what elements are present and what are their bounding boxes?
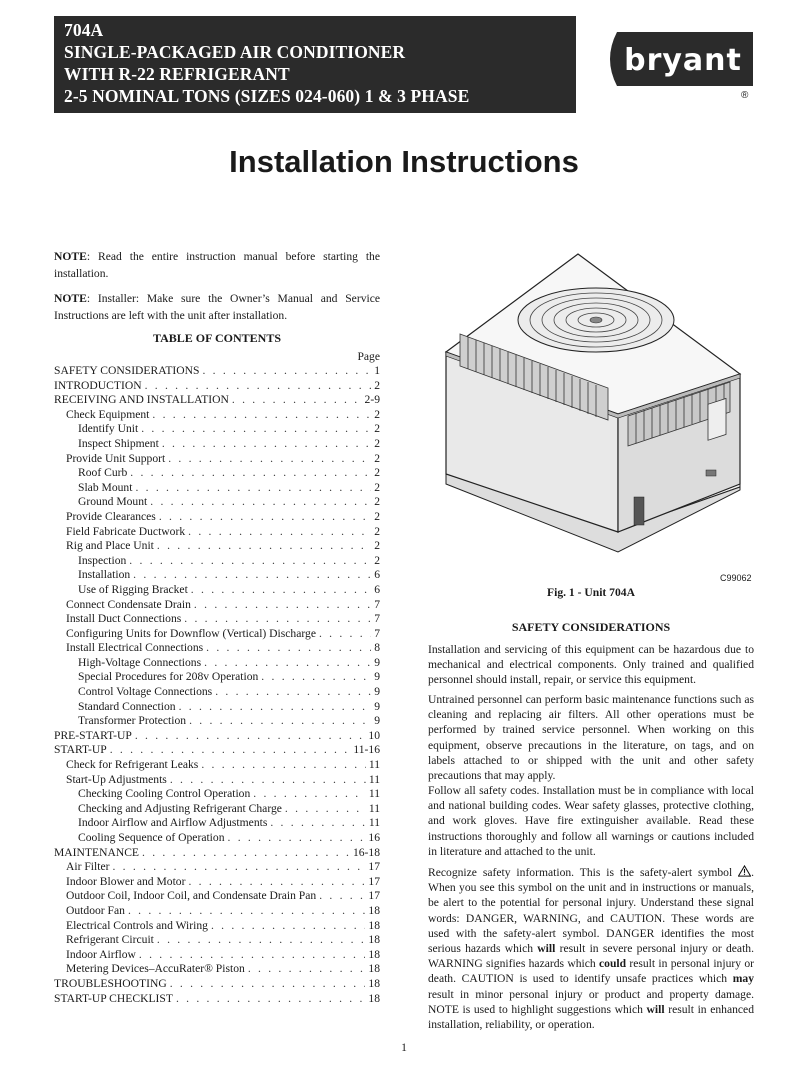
toc-row bbox=[54, 743, 380, 758]
note-1-label: NOTE bbox=[54, 250, 87, 263]
toc-entry-label: MAINTENANCE bbox=[54, 845, 140, 859]
toc-entry-label: Cooling Sequence of Operation bbox=[78, 831, 225, 844]
toc-row bbox=[54, 554, 380, 569]
toc-entry-page: 9 bbox=[374, 670, 380, 684]
toc-entry-page: 18 bbox=[368, 991, 380, 1005]
toc-page-label: Page bbox=[357, 350, 380, 363]
toc-entry-page: 2 bbox=[374, 466, 380, 480]
toc-entry-page: 6 bbox=[374, 568, 380, 582]
toc-entry-label: Installation bbox=[78, 568, 131, 582]
toc-entry-label: Control Voltage Connections bbox=[78, 685, 213, 699]
toc-entry-page: 2 bbox=[374, 509, 380, 523]
toc-leader-dots bbox=[150, 495, 371, 510]
toc-row bbox=[54, 904, 380, 919]
toc-entry-label: Outdoor Coil, Indoor Coil, and Condensate Drain Pan bbox=[66, 889, 317, 903]
svg-text:bryant: bryant bbox=[624, 43, 742, 78]
toc-entry-label: Provide Clearances bbox=[66, 509, 156, 523]
toc-entry-label: START-UP bbox=[54, 743, 107, 757]
toc-leader-dots bbox=[202, 364, 371, 379]
product-line-3: 2-5 NOMINAL TONS (SIZES 024-060) 1 & 3 PHASE bbox=[64, 86, 470, 106]
toc-entry-page: 18 bbox=[368, 962, 380, 976]
toc-leader-dots bbox=[142, 846, 350, 861]
toc-entry-page: 2 bbox=[374, 436, 380, 450]
toc-entry-page: 9 bbox=[374, 699, 380, 713]
bryant-logo bbox=[603, 28, 753, 90]
toc-entry-label: PRE-START-UP bbox=[54, 728, 132, 742]
toc-entry-page: 2 bbox=[374, 378, 380, 392]
toc-row bbox=[54, 452, 380, 467]
toc-leader-dots bbox=[157, 539, 371, 554]
toc-leader-dots bbox=[159, 510, 371, 525]
toc-row bbox=[54, 495, 380, 510]
toc-entry-page: 11 bbox=[368, 816, 380, 830]
toc-entry-page: 11 bbox=[368, 787, 380, 801]
toc-entry-page: 2 bbox=[374, 422, 380, 436]
toc-row bbox=[54, 583, 380, 598]
toc-leader-dots bbox=[135, 481, 371, 496]
toc-row bbox=[54, 992, 380, 1007]
toc-leader-dots bbox=[145, 379, 372, 394]
toc-row bbox=[54, 393, 380, 408]
toc-leader-dots bbox=[270, 816, 365, 831]
toc-leader-dots bbox=[152, 408, 371, 423]
toc-entry-page: 10 bbox=[368, 728, 380, 742]
toc-entry-label: Checking Cooling Control Operation bbox=[78, 787, 251, 801]
toc-leader-dots bbox=[319, 889, 365, 904]
note-1-text: : Read the entire instruction manual before starting the installation. bbox=[54, 250, 380, 280]
toc-entry-label: TROUBLESHOOTING bbox=[54, 976, 167, 990]
toc-entry-label: Outdoor Fan bbox=[66, 903, 125, 917]
toc-entry-label: Install Duct Connections bbox=[66, 612, 182, 626]
toc-entry-page: 16-18 bbox=[352, 845, 380, 859]
toc-entry-page: 2 bbox=[374, 495, 380, 509]
safety-p4-e: result in minor personal injury or product and property damage. NOTE is used to highlight suggestions which bbox=[428, 987, 754, 1016]
toc-row bbox=[54, 612, 380, 627]
toc-entry-label: Transformer Protection bbox=[78, 714, 187, 728]
note-2 bbox=[54, 291, 380, 324]
toc-entry-label: Roof Curb bbox=[78, 466, 128, 480]
toc-row bbox=[54, 846, 380, 861]
toc-entry-label: Indoor Airflow bbox=[66, 947, 136, 961]
safety-p4-c: result in severe personal injury or death. WARNING signifies hazards which bbox=[428, 942, 754, 971]
toc-entry-label: Inspection bbox=[78, 553, 127, 567]
toc-leader-dots bbox=[188, 875, 365, 890]
toc-leader-dots bbox=[130, 466, 371, 481]
toc-leader-dots bbox=[168, 452, 371, 467]
toc-row bbox=[54, 875, 380, 890]
toc-row bbox=[54, 919, 380, 934]
table-of-contents bbox=[54, 364, 380, 1006]
toc-row bbox=[54, 422, 380, 437]
toc-leader-dots bbox=[189, 714, 371, 729]
toc-entry-label: Special Procedures for 208v Operation bbox=[78, 670, 259, 684]
toc-leader-dots bbox=[188, 525, 371, 540]
toc-leader-dots bbox=[206, 641, 371, 656]
safety-paragraph-4 bbox=[428, 865, 754, 1032]
toc-entry-page: 11-16 bbox=[353, 743, 380, 757]
figure-caption: Fig. 1 - Unit 704A bbox=[547, 586, 635, 599]
toc-row bbox=[54, 656, 380, 671]
safety-p4-d: result in personal injury or death. CAUTION is used to identify unsafe practices which bbox=[428, 957, 754, 986]
toc-row bbox=[54, 568, 380, 583]
product-line-2: WITH R-22 REFRIGERANT bbox=[64, 64, 290, 84]
toc-entry-label: INTRODUCTION bbox=[54, 378, 142, 392]
toc-row bbox=[54, 481, 380, 496]
toc-leader-dots bbox=[211, 919, 365, 934]
toc-entry-page: 8 bbox=[374, 641, 380, 655]
toc-entry-page: 9 bbox=[374, 685, 380, 699]
toc-leader-dots bbox=[157, 933, 366, 948]
toc-row bbox=[54, 539, 380, 554]
safety-paragraph-1: Installation and servicing of this equipment can be hazardous due to mechanical and electrical components. Only trained and qualified personnel should install, repair, or service this equipment. bbox=[428, 643, 754, 687]
toc-row bbox=[54, 816, 380, 831]
safety-p4-f: result in enhanced installation, reliability, or operation. bbox=[428, 1002, 754, 1032]
toc-row bbox=[54, 962, 380, 977]
safety-p4-could: could bbox=[599, 957, 627, 971]
toc-entry-label: Install Electrical Connections bbox=[66, 641, 204, 655]
toc-row bbox=[54, 831, 380, 846]
document-header-block bbox=[54, 16, 576, 113]
toc-entry-page: 6 bbox=[374, 582, 380, 596]
product-line-1: SINGLE-PACKAGED AIR CONDITIONER bbox=[64, 42, 406, 62]
toc-row bbox=[54, 729, 380, 744]
toc-row bbox=[54, 685, 380, 700]
toc-entry-label: Connect Condensate Drain bbox=[66, 597, 191, 611]
toc-row bbox=[54, 773, 380, 788]
toc-entry-label: Rig and Place Unit bbox=[66, 539, 154, 553]
toc-leader-dots bbox=[184, 612, 371, 627]
toc-title: TABLE OF CONTENTS bbox=[152, 331, 282, 345]
toc-leader-dots bbox=[248, 962, 366, 977]
toc-entry-label: Indoor Blower and Motor bbox=[66, 874, 186, 888]
toc-entry-page: 16 bbox=[368, 831, 380, 844]
toc-leader-dots bbox=[112, 860, 365, 875]
toc-entry-page: 11 bbox=[368, 772, 380, 786]
safety-p4-b: . When you see this symbol on the unit and in instructions or manuals, be alert to the potential for personal injury. Understand these signal words: DANGER, WARNING, and CAUTION. These words are used with the safety-alert symbol. DANGER identifies the most serious hazards which bbox=[428, 866, 754, 956]
toc-row bbox=[54, 408, 380, 423]
toc-leader-dots bbox=[129, 554, 371, 569]
toc-entry-page: 11 bbox=[368, 758, 380, 772]
toc-entry-page: 18 bbox=[368, 947, 380, 961]
toc-leader-dots bbox=[201, 758, 366, 773]
toc-leader-dots bbox=[204, 656, 371, 671]
toc-row bbox=[54, 437, 380, 452]
toc-entry-label: Checking and Adjusting Refrigerant Charge bbox=[78, 801, 282, 815]
toc-leader-dots bbox=[170, 977, 366, 992]
toc-leader-dots bbox=[232, 393, 362, 408]
toc-row bbox=[54, 802, 380, 817]
figure-code: C99062 bbox=[720, 573, 752, 583]
toc-leader-dots bbox=[179, 700, 372, 715]
toc-leader-dots bbox=[228, 831, 366, 846]
toc-row bbox=[54, 510, 380, 525]
toc-leader-dots bbox=[110, 743, 351, 758]
note-1 bbox=[54, 249, 380, 282]
toc-entry-page: 2 bbox=[374, 553, 380, 567]
note-2-text: : Installer: Make sure the Owner’s Manual and Service Instructions are left with the unit after installation. bbox=[54, 292, 380, 322]
toc-leader-dots bbox=[253, 787, 366, 802]
toc-leader-dots bbox=[194, 598, 371, 613]
toc-entry-page: 11 bbox=[368, 801, 380, 815]
toc-row bbox=[54, 977, 380, 992]
toc-entry-label: Configuring Units for Downflow (Vertical) Discharge bbox=[66, 626, 316, 640]
toc-entry-label: Check for Refrigerant Leaks bbox=[66, 758, 199, 772]
toc-row bbox=[54, 714, 380, 729]
toc-entry-page: 18 bbox=[368, 903, 380, 917]
toc-row bbox=[54, 948, 380, 963]
safety-p4-a: Recognize safety information. This is the safety-alert symbol bbox=[428, 866, 733, 879]
toc-leader-dots bbox=[261, 670, 371, 685]
toc-entry-page: 17 bbox=[368, 874, 380, 888]
toc-entry-label: Electrical Controls and Wiring bbox=[66, 918, 208, 932]
toc-entry-label: Identify Unit bbox=[78, 422, 139, 436]
toc-leader-dots bbox=[133, 568, 371, 583]
toc-entry-page: 18 bbox=[368, 976, 380, 990]
toc-leader-dots bbox=[191, 583, 371, 598]
toc-row bbox=[54, 364, 380, 379]
toc-entry-page: 1 bbox=[374, 364, 380, 377]
toc-leader-dots bbox=[285, 802, 366, 817]
toc-row bbox=[54, 860, 380, 875]
toc-entry-page: 7 bbox=[374, 597, 380, 611]
toc-entry-label: RECEIVING AND INSTALLATION bbox=[54, 393, 229, 407]
safety-paragraph-2: Untrained personnel can perform basic maintenance functions such as cleaning and replacing air filters. All other operations must be performed by trained service personnel. When working on this equipment, observe precautions in the literature, on tags, and on labels attached to or shipped with the unit and other safety precautions that may apply. bbox=[428, 693, 754, 783]
toc-entry-label: Metering Devices–AccuRater® Piston bbox=[66, 962, 245, 976]
model-number: 704A bbox=[64, 20, 104, 40]
toc-row bbox=[54, 641, 380, 656]
toc-entry-page: 7 bbox=[374, 612, 380, 626]
toc-entry-page: 2-9 bbox=[364, 393, 380, 407]
toc-entry-page: 17 bbox=[368, 860, 380, 874]
toc-row bbox=[54, 379, 380, 394]
toc-row bbox=[54, 700, 380, 715]
toc-entry-label: Use of Rigging Bracket bbox=[78, 582, 188, 596]
safety-paragraph-3: Follow all safety codes. Installation must be in compliance with local and national building codes. Wear safety glasses, protective clothing, and work gloves. Have fire extinguisher available. Read these instructions thoroughly and follow all warnings or cautions included in literature and attached to the unit. bbox=[428, 784, 754, 858]
toc-row bbox=[54, 670, 380, 685]
toc-entry-label: Check Equipment bbox=[66, 407, 150, 421]
toc-entry-page: 2 bbox=[374, 524, 380, 538]
toc-entry-label: START-UP CHECKLIST bbox=[54, 991, 173, 1005]
page-title: Installation Instructions bbox=[229, 144, 579, 179]
toc-entry-page: 2 bbox=[374, 480, 380, 494]
unit-704a-illustration bbox=[438, 252, 748, 582]
toc-entry-label: Ground Mount bbox=[78, 495, 148, 509]
toc-leader-dots bbox=[162, 437, 371, 452]
toc-entry-label: Refrigerant Circuit bbox=[66, 933, 154, 947]
registered-mark: ® bbox=[741, 90, 749, 101]
toc-entry-label: Start-Up Adjustments bbox=[66, 772, 167, 786]
toc-entry-label: Inspect Shipment bbox=[78, 436, 159, 450]
safety-alert-icon bbox=[738, 865, 751, 877]
toc-entry-page: 9 bbox=[374, 655, 380, 669]
toc-leader-dots bbox=[141, 422, 371, 437]
toc-leader-dots bbox=[135, 729, 366, 744]
toc-entry-page: 7 bbox=[374, 626, 380, 640]
toc-entry-page: 2 bbox=[374, 539, 380, 553]
safety-heading: SAFETY CONSIDERATIONS bbox=[511, 620, 671, 634]
toc-row bbox=[54, 627, 380, 642]
toc-leader-dots bbox=[139, 948, 366, 963]
toc-row bbox=[54, 889, 380, 904]
toc-entry-label: Provide Unit Support bbox=[66, 451, 166, 465]
toc-entry-label: Slab Mount bbox=[78, 480, 133, 494]
note-2-label: NOTE bbox=[54, 292, 87, 305]
toc-row bbox=[54, 787, 380, 802]
toc-row bbox=[54, 598, 380, 613]
toc-entry-label: Standard Connection bbox=[78, 699, 176, 713]
toc-entry-page: 17 bbox=[368, 889, 380, 903]
toc-entry-page: 2 bbox=[374, 451, 380, 465]
toc-entry-label: SAFETY CONSIDERATIONS bbox=[54, 364, 200, 377]
toc-leader-dots bbox=[319, 627, 371, 642]
safety-p4-will-2: will bbox=[646, 1002, 665, 1016]
toc-row bbox=[54, 758, 380, 773]
toc-leader-dots bbox=[176, 992, 365, 1007]
toc-entry-page: 9 bbox=[374, 714, 380, 728]
page-number: 1 bbox=[401, 1041, 407, 1054]
toc-entry-page: 2 bbox=[374, 407, 380, 421]
toc-entry-label: High-Voltage Connections bbox=[78, 655, 202, 669]
toc-leader-dots bbox=[170, 773, 366, 788]
toc-row bbox=[54, 466, 380, 481]
toc-entry-label: Air Filter bbox=[66, 860, 110, 874]
toc-entry-page: 18 bbox=[368, 933, 380, 947]
safety-p4-will: will bbox=[537, 942, 556, 956]
toc-row bbox=[54, 933, 380, 948]
toc-leader-dots bbox=[128, 904, 365, 919]
toc-row bbox=[54, 525, 380, 540]
safety-p4-may: may bbox=[732, 972, 754, 986]
toc-entry-label: Indoor Airflow and Airflow Adjustments bbox=[78, 816, 268, 830]
toc-entry-label: Field Fabricate Ductwork bbox=[66, 524, 186, 538]
toc-leader-dots bbox=[215, 685, 371, 700]
toc-entry-page: 18 bbox=[368, 918, 380, 932]
